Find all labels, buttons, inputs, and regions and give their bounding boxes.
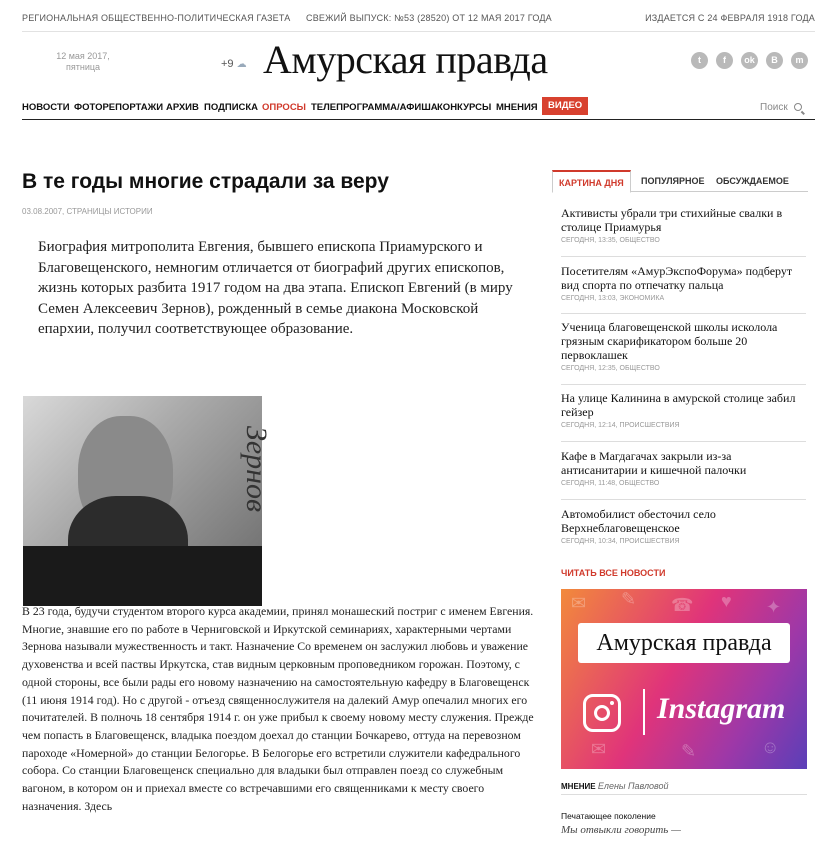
news-title[interactable]: Автомобилист обесточил село Верхнеблаговещенское [561, 507, 716, 535]
tab-picture-of-day[interactable]: КАРТИНА ДНЯ [552, 170, 631, 193]
news-item[interactable] [561, 507, 801, 545]
news-meta: СЕГОДНЯ, 12:14, ПРОИСШЕСТВИЯ [561, 422, 680, 429]
news-item[interactable] [561, 449, 801, 487]
news-divider [561, 441, 806, 442]
opinion-header [561, 781, 669, 791]
news-meta: СЕГОДНЯ, 10:34, ПРОИСШЕСТВИЯ [561, 538, 680, 545]
banner-logo: Амурская правда [578, 623, 790, 663]
article-body: В 23 года, будучи студентом второго курса академии, принял монашеский постриг с именем Евгения. Многие, знавшие его по работе в Черниговской и Иркутской семинариях, характерными чертами Зернова называли мужественность и такт. Назначение Со временем он заслужил любовь и уважение духовенства и всей паствы Иркутска, став видным церковным проповедником горожан. Поэтому, с одной стороны, все были рады его новому назначению на самостоятельную кафедру в Благовещенск (11 июня 1914 год). Но с другой - отъезд священнослужителя на далекий Амур опечалил многих его почитателей. В полночь 18 сентября 1914 г. он уже прибыл к своему новому месту служения. Прежде чем попасть в Благовещенск, владыка поездом доехал до станции Бочкарево, оттуда на перевозном пароходе «Номерной» до станции Белогорье. В Белогорье его встретили служители кафедрального собора. Со станции Благовещенск специально для владыки был отправлен поезд со служебным вагоном, в котором он и приехал вместе со встречавшими его священниками к месту своего назначения. Здесь [22, 604, 534, 813]
nav-opinions[interactable]: МНЕНИЯ [496, 102, 538, 113]
article-photo [23, 396, 273, 588]
doodle-icon: ☎ [671, 595, 694, 615]
news-item[interactable] [561, 206, 801, 244]
date-text: 12 мая 2017, [56, 51, 110, 61]
opinion-author[interactable]: Елены Павловой [597, 781, 669, 791]
nav-tv-program[interactable]: ТЕЛЕПРОГРАММА/АФИША [311, 102, 438, 113]
article-meta: 03.08.2007, СТРАНИЦЫ ИСТОРИИ [22, 207, 153, 216]
news-divider [561, 256, 806, 257]
news-title[interactable]: Посетителям «АмурЭкспоФорума» подберут вид спорта по отпечатку пальца [561, 264, 793, 292]
twitter-icon[interactable]: t [691, 52, 708, 69]
nav-video-button[interactable]: ВИДЕО [542, 97, 588, 115]
main-nav [22, 98, 815, 120]
tab-popular[interactable]: ПОПУЛЯРНОЕ [641, 176, 705, 186]
opinion-divider [561, 794, 807, 795]
tab-discussed[interactable]: ОБСУЖДАЕМОЕ [716, 176, 789, 186]
news-item[interactable] [561, 391, 801, 429]
top-info-bar [22, 0, 815, 32]
nav-contests[interactable]: КОНКУРСЫ [437, 102, 492, 113]
nav-photoreports[interactable]: ФОТОРЕПОРТАЖИ [74, 102, 164, 113]
weather-widget [221, 58, 247, 70]
news-item[interactable] [561, 320, 801, 372]
news-meta: СЕГОДНЯ, 11:48, ОБЩЕСТВО [561, 480, 660, 487]
doodle-icon: ✎ [681, 741, 697, 761]
search-input[interactable]: Поиск [760, 102, 788, 113]
mailru-icon[interactable]: m [791, 52, 808, 69]
opinion-label: МНЕНИЕ [561, 782, 596, 791]
cloud-icon: ☁ [236, 59, 247, 70]
vk-icon[interactable]: В [766, 52, 783, 69]
nav-news[interactable]: НОВОСТИ [22, 102, 70, 113]
nav-polls[interactable]: ОПРОСЫ [262, 102, 306, 113]
instagram-icon [583, 694, 621, 732]
latest-issue-link[interactable]: СВЕЖИЙ ВЫПУСК: №53 (28520) ОТ 12 МАЯ 2017 ГОДА [306, 13, 552, 23]
current-date [52, 51, 114, 73]
news-divider [561, 384, 806, 385]
doodle-icon: ✦ [766, 597, 782, 617]
news-title[interactable]: Ученица благовещенской школы исколола грязным скарификатором больше 20 первоклашек [561, 320, 778, 362]
article-title: В те годы многие страдали за веру [22, 170, 389, 193]
read-all-news-link[interactable]: ЧИТАТЬ ВСЕ НОВОСТИ [561, 568, 666, 578]
opinion-quote: Мы отвыкли говорить — [561, 824, 681, 836]
instagram-banner[interactable] [561, 589, 807, 769]
site-logo[interactable]: Амурская правда [263, 37, 548, 82]
news-title[interactable]: На улице Калинина в амурской столице забил гейзер [561, 391, 796, 419]
doodle-icon: ♥ [721, 591, 732, 611]
doodle-icon: ✉ [571, 593, 587, 613]
search-icon[interactable] [794, 103, 802, 111]
news-item[interactable] [561, 264, 801, 302]
photo-signature: Зернов [240, 426, 273, 513]
news-divider [561, 499, 806, 500]
nav-subscription[interactable]: ПОДПИСКА [204, 102, 259, 113]
odnoklassniki-icon[interactable]: ok [741, 52, 758, 69]
doodle-icon: ☺ [761, 737, 780, 757]
news-meta: СЕГОДНЯ, 13:35, ОБЩЕСТВО [561, 237, 660, 244]
banner-divider [643, 689, 645, 735]
doodle-icon: ✎ [621, 589, 637, 609]
newspaper-tagline: РЕГИОНАЛЬНАЯ ОБЩЕСТВЕННО-ПОЛИТИЧЕСКАЯ ГАЗЕТА [22, 13, 291, 23]
news-meta: СЕГОДНЯ, 13:03, ЭКОНОМИКА [561, 295, 665, 302]
published-since: ИЗДАЕТСЯ С 24 ФЕВРАЛЯ 1918 ГОДА [645, 13, 815, 23]
banner-instagram-label: Instagram [657, 692, 786, 725]
doodle-icon: ✉ [591, 739, 607, 759]
news-meta: СЕГОДНЯ, 12:35, ОБЩЕСТВО [561, 365, 660, 372]
photo-coat [23, 546, 262, 606]
sidebar-tabs [552, 170, 808, 192]
news-title[interactable]: Активисты убрали три стихийные свалки в столице Приамурья [561, 206, 783, 234]
news-divider [561, 313, 806, 314]
weekday-text: пятница [65, 62, 101, 72]
opinion-title[interactable]: Печатающее поколение [561, 811, 656, 821]
news-title[interactable]: Кафе в Магдагачах закрыли из-за антисанитарии и кишечной палочки [561, 449, 747, 477]
article-lead: Биография митрополита Евгения, бывшего епископа Приамурского и Благовещенского, немногим отличается от биографий других епископов, жизнь которых разбита 1917 годом на два этапа. Епископ Евгений (в миру Семен Алексеевич Зернов), рожденный в семье диакона Московской епархии, получил соответствующее образование. [38, 239, 513, 337]
temperature: +9 [221, 58, 234, 70]
nav-archive[interactable]: АРХИВ [166, 102, 199, 113]
facebook-icon[interactable]: f [716, 52, 733, 69]
